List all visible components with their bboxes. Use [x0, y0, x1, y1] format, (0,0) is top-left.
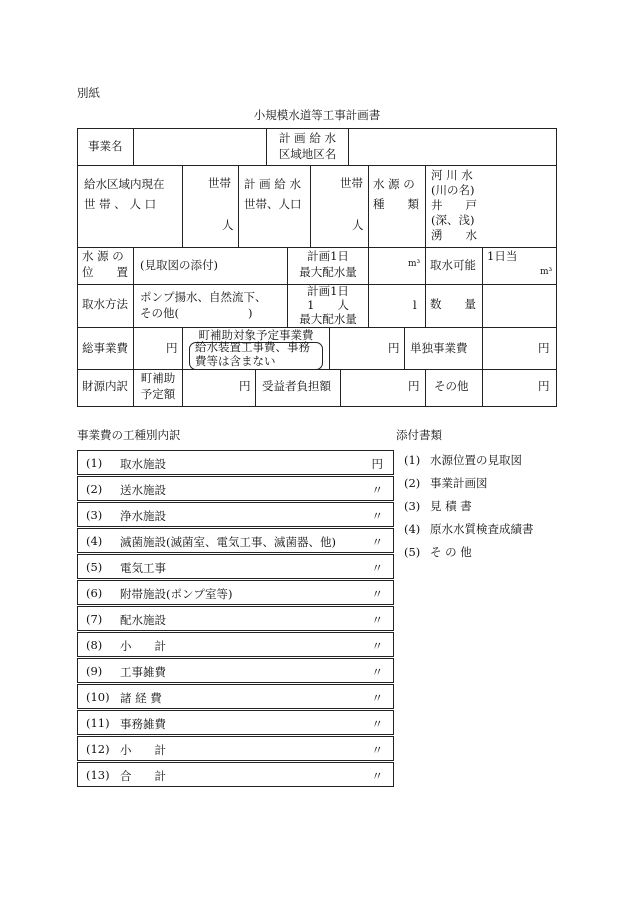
table-row: (6) 附帯施設(ポンプ室等) 〃	[77, 580, 394, 605]
water-source-types: 河 川 水 (川の名) 井 戸 (深、浅) 湧 水	[431, 168, 477, 242]
beneficiary-unit: 円	[408, 379, 420, 393]
current-household-unit: 世帯	[208, 176, 231, 190]
subsidy-cost-note: 給水装置工事費、事務 費等は含まない	[195, 340, 310, 368]
list-item: (2) 事業計画図	[404, 476, 488, 490]
independent-cost-label: 単独事業費	[410, 341, 468, 355]
project-name-field[interactable]	[134, 131, 264, 162]
other-label: その他	[434, 379, 469, 393]
list-item: (3) 見 積 書	[404, 499, 472, 513]
table-row: (4) 滅菌施設(滅菌室、電気工事、滅菌器、他) 〃	[77, 528, 394, 553]
table-row: (11) 事務雑費 〃	[77, 710, 394, 735]
plan-area-name-label: 計 画 給 水 区域地区名	[278, 131, 337, 161]
table-row: (12) 小 計 〃	[77, 736, 394, 761]
daily-max-unit: m³	[408, 259, 421, 269]
intake-capacity-label: 取水可能	[430, 258, 476, 272]
intake-method-label: 取水方法	[82, 297, 128, 311]
attachments-heading: 添付書類	[396, 428, 442, 442]
per-day-label: 1日当	[487, 249, 518, 263]
list-item: (4) 原水水質検査成績書	[404, 522, 534, 536]
plan-household-unit: 世帯	[340, 176, 363, 190]
list-item: (1) 水源位置の見取図	[404, 453, 522, 467]
quantity-label: 数 量	[430, 297, 476, 311]
breakdown-heading: 事業費の工種別内訳	[77, 428, 181, 442]
total-cost-unit: 円	[166, 341, 178, 355]
beneficiary-label: 受益者負担額	[262, 379, 331, 393]
plan-area-name-field[interactable]	[350, 131, 554, 162]
table-row: (10) 諸 経 費 〃	[77, 684, 394, 709]
table-row: (2) 送水施設 〃	[77, 476, 394, 501]
table-row: (1) 取水施設 円	[77, 450, 394, 475]
table-row: (13) 合 計 〃	[77, 762, 394, 787]
current-person-unit: 人	[222, 218, 234, 232]
source-location-label: 水 源 の 位 置	[82, 249, 128, 279]
table-row: (7) 配水施設 〃	[77, 606, 394, 631]
document-title: 小規模水道等工事計画書	[253, 108, 381, 122]
intake-method-value: ポンプ揚水、自然流下、 その他( )	[140, 290, 267, 320]
project-name-label: 事業名	[88, 139, 123, 153]
town-subsidy-label: 町補助 予定額	[140, 371, 176, 401]
other-unit: 円	[538, 379, 550, 393]
total-cost-label: 総事業費	[82, 341, 128, 355]
subsidy-cost-label: 町補助対象予定事業費	[198, 328, 314, 342]
annex-label: 別紙	[77, 86, 100, 100]
table-row: (9) 工事雑費 〃	[77, 658, 394, 683]
plan-households-label: 計 画 給 水 世帯、人口	[244, 177, 302, 212]
list-item: (5) そ の 他	[404, 545, 472, 559]
table-row: (3) 浄水施設 〃	[77, 502, 394, 527]
source-location-value: (見取図の添付)	[140, 258, 218, 272]
per-person-unit: l	[413, 298, 417, 312]
plan-person-unit: 人	[352, 218, 364, 232]
independent-cost-unit: 円	[538, 341, 550, 355]
town-subsidy-unit: 円	[239, 379, 251, 393]
funding-label: 財源内訳	[82, 379, 128, 393]
subsidy-cost-unit: 円	[388, 341, 400, 355]
current-households-label: 給水区域内現在 世 帯 、 人 口	[84, 177, 165, 212]
table-row: (5) 電気工事 〃	[77, 554, 394, 579]
per-person-label: 計画1日 1 人 最大配水量	[299, 284, 357, 326]
intake-capacity-unit: m³	[540, 267, 553, 277]
table-row: (8) 小 計 〃	[77, 632, 394, 657]
plan-daily-max-label: 計画1日 最大配水量	[299, 249, 357, 279]
water-source-type-label: 水 源 の 種 類	[373, 177, 419, 212]
